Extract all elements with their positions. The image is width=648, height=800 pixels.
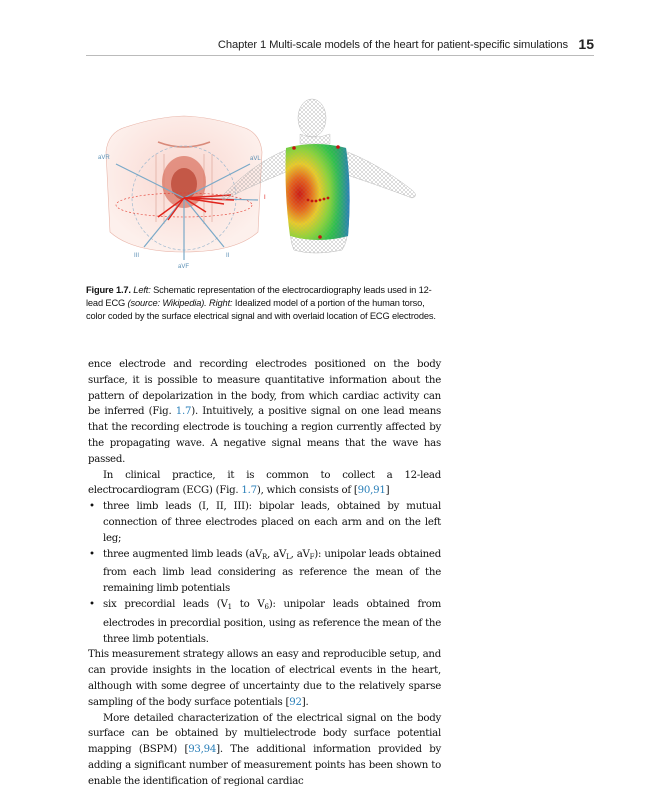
- list-item: [88, 547, 441, 597]
- torso-mesh-overlay: [286, 144, 350, 240]
- figure-graphic: [86, 92, 446, 274]
- list-item-text: three limb leads (I, II, III): bipolar leads, obtained by mutual connection of three electrodes placed on each arm and on the left leg;: [103, 501, 441, 544]
- figure-1-7: [86, 92, 446, 274]
- electrode: [323, 198, 326, 201]
- list-item-text: , aV: [267, 548, 287, 560]
- caption-text-2: Idealized model of a portion of the human torso, color coded by the surface electrical signal and with overlaid location of ECG electrodes.: [86, 298, 436, 321]
- bullet: •: [89, 598, 95, 610]
- p4-text-end: ]. The additional information provided by adding a significant number of measurement points has been shown to enable the identification of regional cardiac: [88, 744, 441, 787]
- paragraph-1: [88, 357, 441, 468]
- lead-label-i: I: [264, 195, 266, 201]
- electrode: [318, 235, 322, 239]
- lead-label-avr: aVR: [98, 155, 110, 161]
- list-item-text: ): unipolar leads obtained from electrodes in precordial position, using as reference the mean of the three limb potentials.: [103, 598, 441, 645]
- list-item: [88, 499, 441, 546]
- list-item-text: ): unipolar leads obtained from each limb lead considering as reference the mean of the remaining limb potentials: [103, 548, 441, 595]
- electrode: [327, 197, 330, 200]
- list-item-text: six precordial leads (V: [103, 598, 228, 610]
- right-arm-mesh: [342, 150, 416, 198]
- paragraph-2: [88, 468, 441, 500]
- lead-label-avl: aVL: [250, 156, 261, 162]
- citation-link[interactable]: 92: [289, 696, 302, 708]
- figure-reference-link[interactable]: 1.7: [175, 406, 192, 418]
- body-text: [88, 357, 441, 790]
- heart-core: [171, 168, 197, 200]
- caption-source: (source: Wikipedia).: [127, 298, 207, 308]
- running-header: [86, 36, 594, 56]
- list-item-text: three augmented limb leads (aV: [103, 548, 263, 560]
- subscript: 1: [227, 602, 232, 611]
- header-rule: [86, 55, 594, 56]
- bullet: •: [89, 501, 95, 513]
- lead-label-ii: II: [226, 253, 230, 259]
- electrode: [311, 200, 314, 203]
- subscript: L: [286, 552, 291, 561]
- caption-left-tag: Left:: [133, 285, 151, 295]
- paragraph-3: [88, 647, 441, 710]
- caption-text-1: Schematic representation of the electrocardiography leads used in 12-lead ECG: [86, 285, 432, 308]
- subscript: 6: [264, 602, 269, 611]
- p1-text: ence electrode and recording electrodes positioned on the body surface, it is possible to measure quantitative information about the pattern of depolarization in the body, from which cardiac activity can be inferred (Fig.: [88, 359, 441, 418]
- caption-label: Figure 1.7.: [86, 285, 131, 295]
- citation-link[interactable]: 93,94: [188, 744, 217, 756]
- list-item: [88, 597, 441, 647]
- electrode: [319, 199, 322, 202]
- electrode: [307, 199, 310, 202]
- p3-text-end: ].: [301, 696, 309, 708]
- lead-label-avf: aVF: [178, 264, 190, 270]
- electrode: [292, 146, 296, 150]
- figure-caption: [86, 284, 446, 323]
- p3-text: This measurement strategy allows an easy and reproducible setup, and can provide insights in the location of electrical events in the heart, although with some degree of uncertainty due to the relatively sparse sampling of the body surface potentials [: [88, 649, 441, 708]
- p2-text-cont: ), which consists of [: [256, 485, 358, 497]
- list-item-text: , aV: [290, 548, 310, 560]
- electrode: [315, 200, 318, 203]
- chapter-title: Chapter 1 Multi-scale models of the heart for patient-specific simulations: [217, 39, 568, 51]
- citation-link[interactable]: 90,91: [357, 485, 386, 497]
- head-mesh: [298, 99, 326, 137]
- page-number: 15: [578, 36, 594, 52]
- subscript: R: [262, 552, 268, 561]
- caption-right-tag: Right:: [206, 298, 233, 308]
- subscript: F: [309, 552, 315, 561]
- bullet: •: [89, 548, 95, 560]
- ecg-lead-schematic: [98, 116, 266, 270]
- p2-text-end: ]: [385, 485, 390, 497]
- p1-text-cont: ). Intuitively, a positive signal on one lead means that the recording electrode is touching a region currently affected by the propagating wave. A negative signal means that the wave has passed.: [88, 406, 441, 465]
- figure-reference-link[interactable]: 1.7: [241, 485, 257, 497]
- p4-text: More detailed characterization of the electrical signal on the body surface can be obtained by multielectrode body surface potential mapping (BSPM) [: [88, 712, 441, 756]
- electrode: [336, 145, 340, 149]
- lead-list: [88, 499, 441, 647]
- p2-text: In clinical practice, it is common to collect a 12-lead electrocardiogram (ECG) (Fig.: [88, 469, 441, 497]
- list-item-text: to V: [231, 598, 265, 610]
- lead-label-iii: III: [134, 253, 140, 259]
- paragraph-4: [88, 711, 441, 790]
